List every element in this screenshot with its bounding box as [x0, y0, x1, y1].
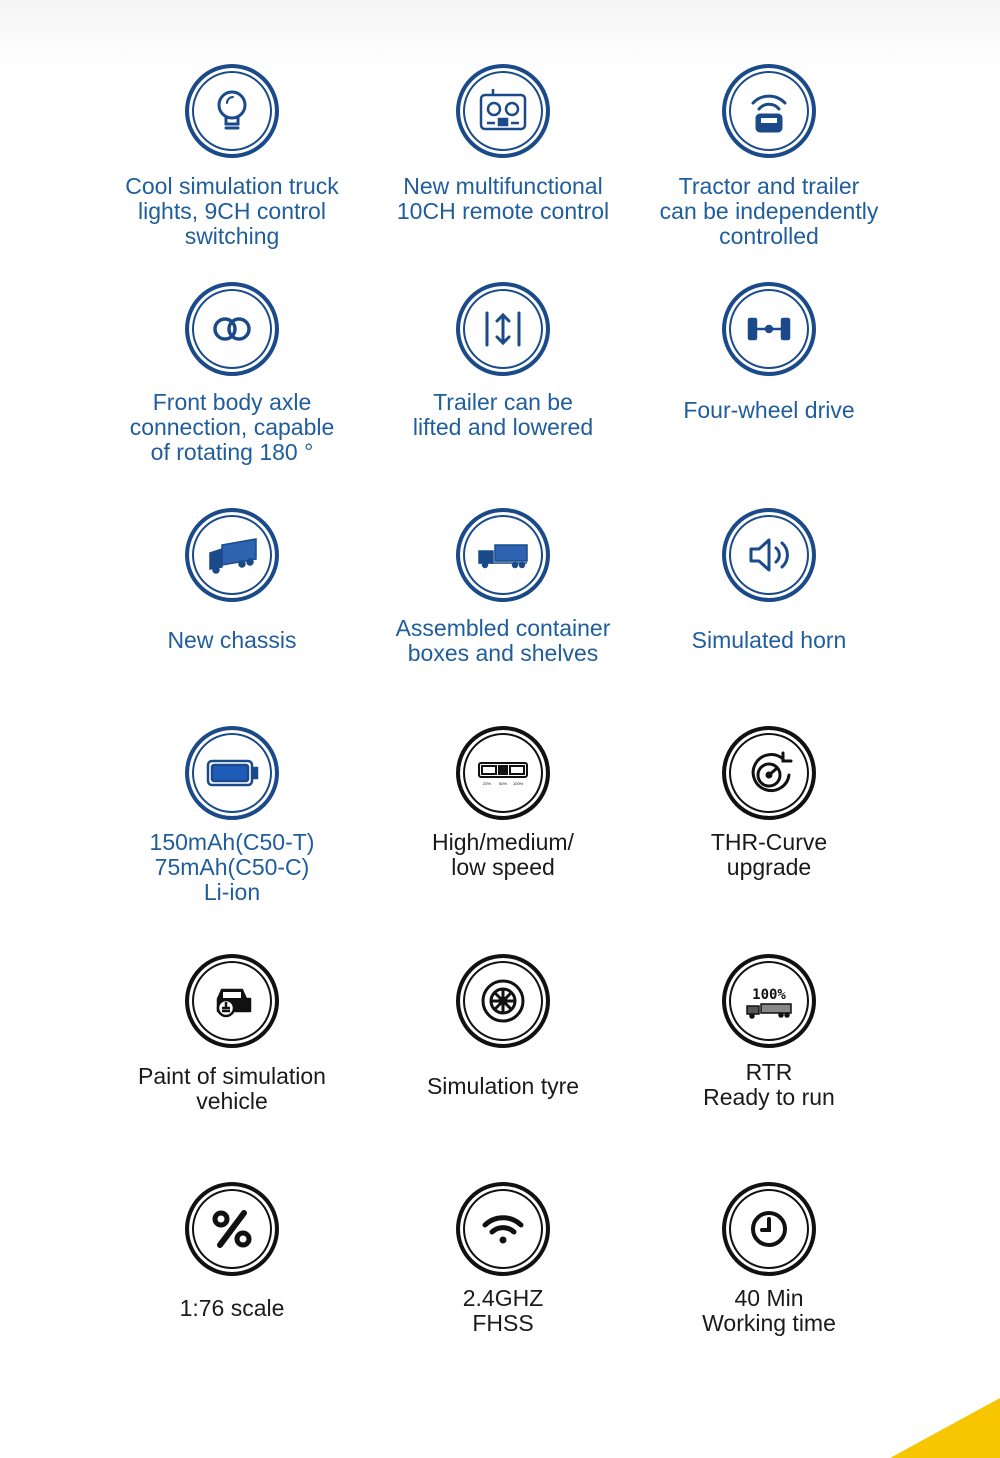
feature-label-line: Working time — [702, 1310, 836, 1336]
feature-label-line: Simulated horn — [691, 627, 847, 653]
feature-label-line: 75mAh(C50-C) — [154, 854, 310, 880]
car-paint-icon — [185, 954, 279, 1048]
linked-rings-icon — [185, 282, 279, 376]
feature-label-line: Assembled container — [395, 615, 611, 641]
feature-label-line: RTR — [745, 1059, 793, 1085]
rtr-truck-icon — [722, 954, 816, 1048]
feature-label-line: 2.4GHZ — [462, 1285, 544, 1311]
speed-bar-icon — [456, 726, 550, 820]
axle-icon — [722, 282, 816, 376]
feature-label-line: lifted and lowered — [412, 414, 594, 440]
feature-label-line: lights, 9CH control — [138, 198, 326, 224]
light-bulb-icon — [185, 64, 279, 158]
feature-label-line: Simulation tyre — [426, 1073, 580, 1099]
feature-label-line: Trailer can be — [433, 389, 573, 415]
wireless-truck-icon — [722, 64, 816, 158]
feature-label-line: upgrade — [726, 854, 812, 880]
speed-mark-high: 100% — [513, 781, 524, 786]
feature-label-line: vehicle — [196, 1088, 268, 1114]
feature-label-line: 40 Min — [734, 1285, 804, 1311]
corner-accent — [890, 1398, 1000, 1458]
feature-label-line: FHSS — [472, 1310, 534, 1336]
speed-mark-medium: 50% — [499, 781, 508, 786]
speed-mark-low: 20% — [483, 781, 492, 786]
feature-label-line: New chassis — [167, 627, 297, 653]
feature-label-line: Paint of simulation — [138, 1063, 326, 1089]
rtr-badge: 100% — [752, 987, 786, 1003]
throttle-curve-icon — [722, 726, 816, 820]
feature-label-line: Cool simulation truck — [125, 173, 339, 199]
lift-arrows-icon — [456, 282, 550, 376]
feature-label-line: High/medium/ — [432, 829, 574, 855]
container-truck-icon — [456, 508, 550, 602]
battery-icon — [185, 726, 279, 820]
feature-label-line: 1:76 scale — [179, 1295, 285, 1321]
speaker-icon — [722, 508, 816, 602]
feature-label-line: switching — [184, 223, 280, 249]
percent-icon — [185, 1182, 279, 1276]
feature-label-line: Four-wheel drive — [683, 397, 855, 423]
feature-label-line: connection, capable — [129, 414, 335, 440]
clock-icon — [722, 1182, 816, 1276]
wifi-icon — [456, 1182, 550, 1276]
tyre-icon — [456, 954, 550, 1048]
feature-label-line: boxes and shelves — [407, 640, 599, 666]
feature-label-line: New multifunctional — [403, 173, 603, 199]
feature-label-line: Tractor and trailer — [678, 173, 860, 199]
feature-label-line: controlled — [719, 223, 819, 249]
feature-label-line: Li-ion — [203, 879, 261, 905]
feature-label-line: 10CH remote control — [396, 198, 610, 224]
feature-label-line: Ready to run — [703, 1084, 835, 1110]
feature-label-line: 150mAh(C50-T) — [149, 829, 315, 855]
feature-label-line: of rotating 180 ° — [150, 439, 314, 465]
feature-label-line: THR-Curve — [710, 829, 828, 855]
remote-control-icon — [456, 64, 550, 158]
truck-chassis-icon — [185, 508, 279, 602]
feature-label-line: low speed — [451, 854, 555, 880]
feature-label-line: Front body axle — [152, 389, 312, 415]
feature-label-line: can be independently — [659, 198, 879, 224]
